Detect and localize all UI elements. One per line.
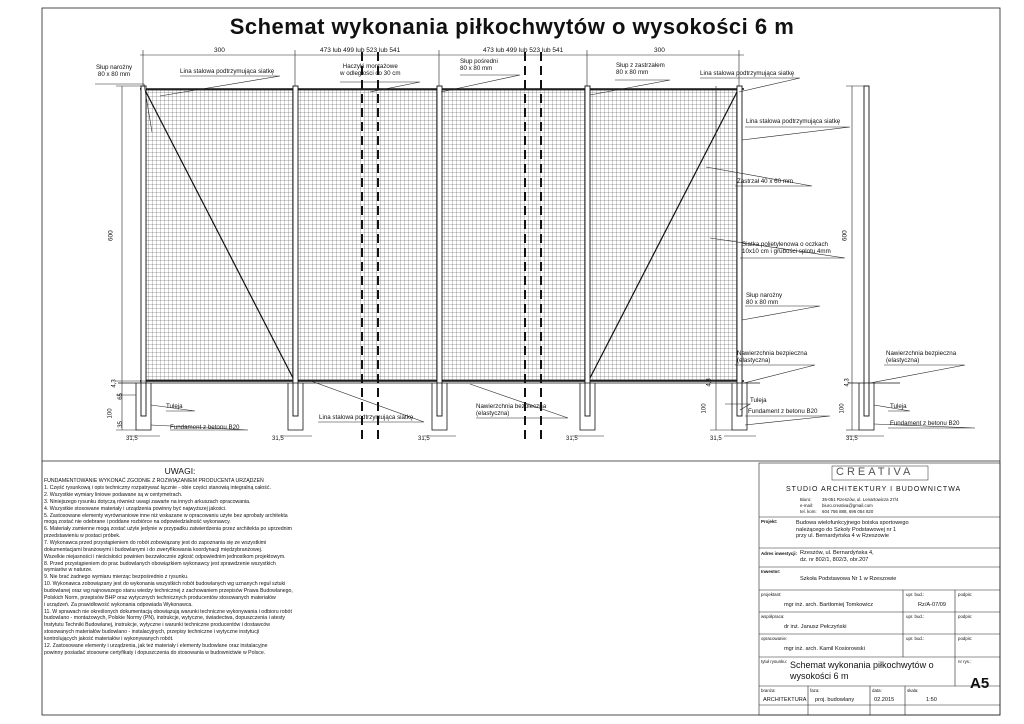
label-net: Siatka polietylenowa o oczkach 10x10 cm i grubości splotu 4mm [742,241,831,256]
drawing-no-label: nr rys.: [958,659,972,664]
post-brace-left [293,86,298,416]
note-line: 1. Część rysunkową i opis techniczny rozpatrywać łącznie - obie części stanowią integralną całość. [44,485,271,492]
note-line: 9. Nie brać żadnego wymiaru mierząc bezpośrednio z rysunku. [44,574,189,581]
address-value: Rzeszów, ul. Bernardyńska 4, dz. nr 802/1, 802/3, obr.207 [800,550,874,563]
contact-office: 35-051 Rzeszów, ul. Lenartowicza 27/4 [822,497,899,502]
drawing-title-value: Schemat wykonania piłkochwytów o wysokości 6 m [790,660,934,681]
scale-value: 1:50 [926,697,937,703]
contact-key-office: Biuro: [800,497,812,502]
note-line: kontrolujących jakość materiałów i wykonywanych robót. [44,635,174,642]
post-corner-left [141,86,146,416]
label-cable-right: Lina stalowa podtrzymująca siatkę [746,118,841,125]
dim-span-middle-2: 473 lub 499 lub 523 lub 541 [483,47,564,54]
branch-value: ARCHITEKTURA [763,697,807,703]
note-line: budowlanej oraz wg najnowszego stanu wiedzy technicznej z zachowaniem przepisów Prawa Budowlanego, [44,587,293,594]
upr-label-2: upr. bud.: [906,614,925,619]
branch-label: branża: [761,688,776,693]
note-line: 12. Zastosowane elementy i urządzenia, jak też materiały i elementy budowlane oraz instalacyjne [44,642,268,649]
note-line: 6. Materiały zamienne mogą zostać użyte jedynie w przypadku zatwierdzenia przez architekta po uprzednim [44,526,292,533]
net-mesh [146,90,739,380]
dim-100-side: 100 [839,403,846,414]
note-line: 5. Zastosowane elementy wyrównaniowe inne niż wskazane w opracowaniu użyte bez aprobaty architekta [44,512,288,519]
label-sleeve: Tuleja [166,403,183,410]
sign-label-3: podpis: [958,636,973,641]
upr-label-3: upr. bud.: [906,636,925,641]
note-line: przedstawieniu w postaci próbek. [44,533,121,540]
notes-block [44,466,316,657]
notes-heading: UWAGI: [164,466,196,476]
dim-height-600-right: 600 [841,230,849,242]
contact-phone: 604 756 888, 696 054 820 [822,509,874,514]
date-value: 02.2015 [874,697,895,703]
note-line: 2. Wszystkie wymiary liniowe podawane są w centymetrach. [44,491,183,498]
label-sleeve-right: Tuleja [750,397,767,404]
contact-email: biuro.creativa@gmail.com [822,503,873,508]
sign-label-1: podpis: [958,592,973,597]
note-line: 11. W sprawach nie określonych dokumentacją obowiązują warunki techniczne wykonywania i odbioru robót [44,608,292,615]
note-line: i urządzeń. Za prawidłowość wykonania odpowiada Wykonawca. [44,601,193,608]
label-cable-top-right: Lina stalowa podtrzymująca siatkę [700,70,795,77]
dim-span-left: 300 [214,47,225,54]
author-label: opracowanie: [761,636,788,641]
side-post [864,86,869,416]
note-line: FUNDAMENTOWANIE WYKONAĆ ZGODNIE Z ROZWIĄZANIEM PRODUCENTA URZĄDZEŃ [44,478,264,485]
page-title: Schemat wykonania piłkochwytów o wysokości 6 m [229,14,795,39]
post-brace-right [585,86,590,416]
coop-value: dr inż. Janusz Pełczyński [784,624,847,630]
phase-label: faza: [810,688,820,693]
investor-value: Szkoła Podstawowa Nr 1 w Rzeszowie [800,576,897,582]
label-corner-post-right: Słup narożny 80 x 80 mm [746,292,783,307]
note-line: dokumentacjami branżowymi i budowlanymi i do zweryfikowania koordynacji międzybranżowej. [44,546,263,553]
dim-height-600: 600 [107,230,115,242]
dim-4-3-side: 4,3 [844,378,851,387]
note-line: 7. Wykonawca przed przystąpieniem do robót zobowiązany jest do zapoznania się ze wszystkimi [44,539,267,546]
project-value: Budowa wielofunkcyjnego boiska sportowego należącego do Szkoły Podstawowej nr 1 przy ul. Bernardyńska 4 w Rzeszowie [796,520,909,540]
note-line: 8. Przed przystąpieniem do prac budowlanych obowiązkiem wykonawcy jest sprawdzenie wszystkich [44,560,276,567]
note-line: wymiarów w naturze. [44,567,93,574]
note-line: Instytutu Techniki Budowlanej, instrukcje, wytyczne i warunki techniczne producentów i dostawców [44,622,270,629]
scale-label: skala: [907,688,919,693]
contact-key-phone: tel. kom: [800,509,817,514]
dim-31-5-b: 31,5 [272,436,284,442]
label-post-with-brace: Słup z zastrzałem 80 x 80 mm [616,62,665,77]
dim-31-5-c: 31,5 [418,436,430,442]
label-cable-bottom: Lina stalowa podtrzymująca siatkę [319,414,414,421]
dim-100-right: 100 [701,403,708,414]
studio-name: STUDIO ARCHITEKTURY I BUDOWNICTWA [786,486,962,493]
dim-31-5-d: 31,5 [566,436,578,442]
upr-label-1: upr. bud.: [906,592,925,597]
label-corner-post: Słup narożny 80 x 80 mm [96,64,133,79]
note-line: stosowanych materiałów budowlano - instalacyjnych, przepisy techniczne i wytyczne instytucji [44,629,260,636]
drawing-title-label: tytuł rysunku: [761,659,787,664]
dim-4-3-right: 4,3 [706,378,713,387]
label-foundation: Fundament z betonu B20 [170,424,240,431]
drawing-no-value: A5 [970,675,990,692]
investor-label: Inwestor: [761,569,781,574]
address-label: Adres inwestycji: [761,551,798,556]
label-sleeve-side: Tuleja [890,403,907,410]
label-surface: Nawierzchnia bezpieczna (elastyczna) [737,350,808,365]
dim-65: 65 [117,393,124,400]
dim-31-5-a: 31,5 [126,436,138,442]
note-line: budowlano - montażowych, Polskie Normy (PN), instrukcje, wytyczne, świadectwa, dopuszczenia i atesty [44,615,286,622]
note-line: powinny posiadać stosowne certyfikaty i dopuszczenia do stosowania w budownictwie w Polsce. [44,649,266,656]
upr-value-1: Rz/A-07/09 [918,602,946,608]
label-brace: Zastrzał 40 x 60 mm [737,178,794,185]
note-line: 10. Wykonawca zobowiązany jest do wykonania wszystkich robót budowlanych wg uznanych reguł sztuki [44,581,286,588]
post-middle-1 [437,86,442,416]
coop-label: współpraca: [761,614,785,619]
designer-label: projektant: [761,592,782,597]
label-hooks: Haczyki montażowe w odległości co 30 cm [340,63,401,78]
notes-list [44,478,316,656]
phase-value: proj. budowlany [815,697,855,703]
sign-label-2: podpis: [958,614,973,619]
label-surface-bottom: Nawierzchnia bezpieczna (elastyczna) [476,403,547,418]
designer-value: mgr inż. arch. Bartłomiej Tomkowicz [784,602,874,608]
dim-31-5-side: 31,5 [846,436,858,442]
dim-100: 100 [107,408,114,419]
label-cable-top-left: Lina stalowa podtrzymująca siatkę [180,68,275,75]
contact-key-email: e-mail: [800,503,814,508]
author-value: mgr inż. arch. Kamil Kosiorowski [784,646,865,652]
note-line: Polskich Norm, przepisów BHP oraz wytycznych technicznych producentów stosowanych materiałów [44,594,276,601]
dim-span-right: 300 [654,47,665,54]
project-label: Projekt: [761,519,778,524]
label-middle-post: Słup pośredni 80 x 80 mm [460,58,498,73]
label-surface-side: Nawierzchnia bezpieczna (elastyczna) [886,350,957,365]
date-label: data: [872,688,882,693]
note-line: mogą zostać nie odebrane i poddane rozbiórce na odpowiedzialność wykonawcy. [44,519,231,526]
dim-31-5-e: 31,5 [710,436,722,442]
side-view [846,86,900,436]
dim-span-middle-1: 473 lub 499 lub 523 lub 541 [320,47,401,54]
dim-35: 35 [117,421,124,428]
dim-4-3: 4,3 [111,379,118,388]
label-foundation-right: Fundament z betonu B20 [748,408,818,415]
label-foundation-side: Fundament z betonu B20 [890,420,960,427]
note-line: Wszelkie niejasności i nieścisłości powinien bezzwłocznie zgłosić odpowiednim jednostkom projektowym. [44,553,286,560]
logo-text: CREATIVA [836,466,914,478]
note-line: 3. Niniejszego rysunku dotyczą również uwagi zawarte na innych arkuszach opracowania. [44,498,251,505]
note-line: 4. Wszystkie stosowane materiały i urządzenia powinny być najwyższej jakości. [44,505,227,512]
